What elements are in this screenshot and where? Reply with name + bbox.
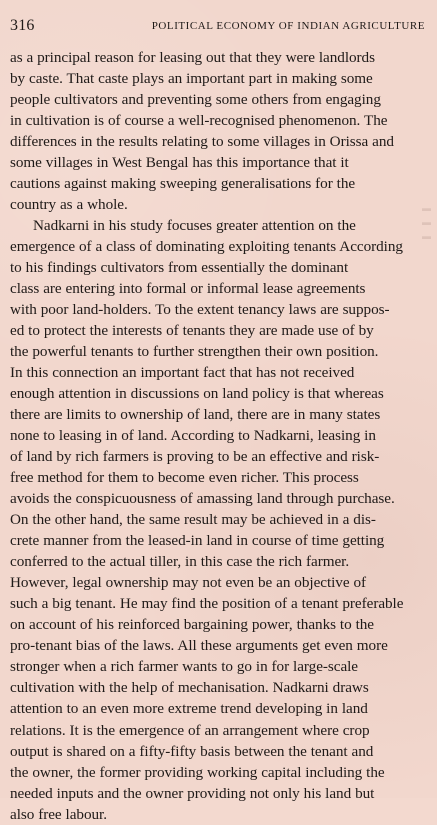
text-line-8: country as a whole. (10, 196, 128, 214)
text-line-3: people cultivators and preventing some others from engaging (10, 91, 381, 109)
text-line-37: also free labour. (10, 805, 107, 823)
body-text (10, 47, 427, 825)
text-line-5: differences in the results relating to some villages in Orissa and (10, 133, 394, 151)
text-line-29: pro-tenant bias of the laws. All these arguments get even more (10, 637, 388, 655)
text-line-20: of land by rich farmers is proving to be an effective and risk- (10, 448, 380, 466)
text-line-35: the owner, the former providing working capital including the (10, 763, 385, 781)
text-line-23: On the other hand, the same result may be achieved in a dis- (10, 511, 376, 529)
text-line-18: there are limits to ownership of land, there are in many states (10, 406, 381, 424)
text-line-12: class are entering into formal or informal lease agreements (10, 280, 366, 298)
text-line-27: such a big tenant. He may find the position of a tenant preferable (10, 595, 404, 613)
text-line-4: in cultivation is of course a well-recognised phenomenon. The (10, 112, 388, 130)
text-line-19: none to leasing in of land. According to Nadkarni, leasing in (10, 427, 376, 445)
text-line-17: enough attention in discussions on land policy is that whereas (10, 385, 384, 403)
text-line-1: as a principal reason for leasing out that they were landlords (10, 49, 375, 66)
text-line-24: crete manner from the leased-in land in course of time getting (10, 532, 385, 550)
running-head: POLITICAL ECONOMY OF INDIAN AGRICULTURE (151, 20, 425, 32)
text-line-13: with poor land-holders. To the extent tenancy laws are suppos- (10, 301, 390, 319)
text-line-26: However, legal ownership may not even be an objective of (10, 574, 367, 592)
text-line-10: emergence of a class of dominating exploiting tenants According (10, 238, 403, 256)
page-header (10, 18, 425, 34)
text-line-33: relations. It is the emergence of an arrangement where crop (10, 721, 370, 739)
text-line-31: cultivation with the help of mechanisation. Nadkarni draws (10, 679, 369, 697)
show-through-marks: ▬ ▬ ▬ (422, 203, 431, 241)
text-line-14: ed to protect the interests of tenants they are made use of by (10, 322, 374, 340)
text-line-34: output is shared on a fifty-fifty basis between the tenant and (10, 742, 374, 760)
text-line-30: stronger when a rich farmer wants to go in for large-scale (10, 658, 358, 676)
text-line-28: on account of his reinforced bargaining power, thanks to the (10, 616, 374, 634)
text-line-32: attention to an even more extreme trend developing in land (10, 700, 368, 718)
text-line-36: needed inputs and the owner providing not only his land but (10, 784, 375, 802)
text-line-2: by caste. That caste plays an important part in making some (10, 70, 373, 88)
text-line-11: to his findings cultivators from essentially the dominant (10, 259, 349, 277)
text-line-7: cautions against making sweeping generalisations for the (10, 175, 356, 193)
text-line-25: conferred to the actual tiller, in this case the rich farmer. (10, 553, 350, 571)
page-number: 316 (10, 17, 35, 34)
text-line-22: avoids the conspicuousness of amassing land through purchase. (10, 490, 395, 508)
text-line-15: the powerful tenants to further strengthen their own position. (10, 343, 379, 361)
text-line-21: free method for them to become even richer. This process (10, 469, 359, 487)
paragraph-start-line: Nadkarni in his study focuses greater attention on the (33, 217, 356, 235)
text-line-6: some villages in West Bengal has this importance that it (10, 154, 349, 172)
text-line-16: In this connection an important fact that has not received (10, 364, 355, 382)
